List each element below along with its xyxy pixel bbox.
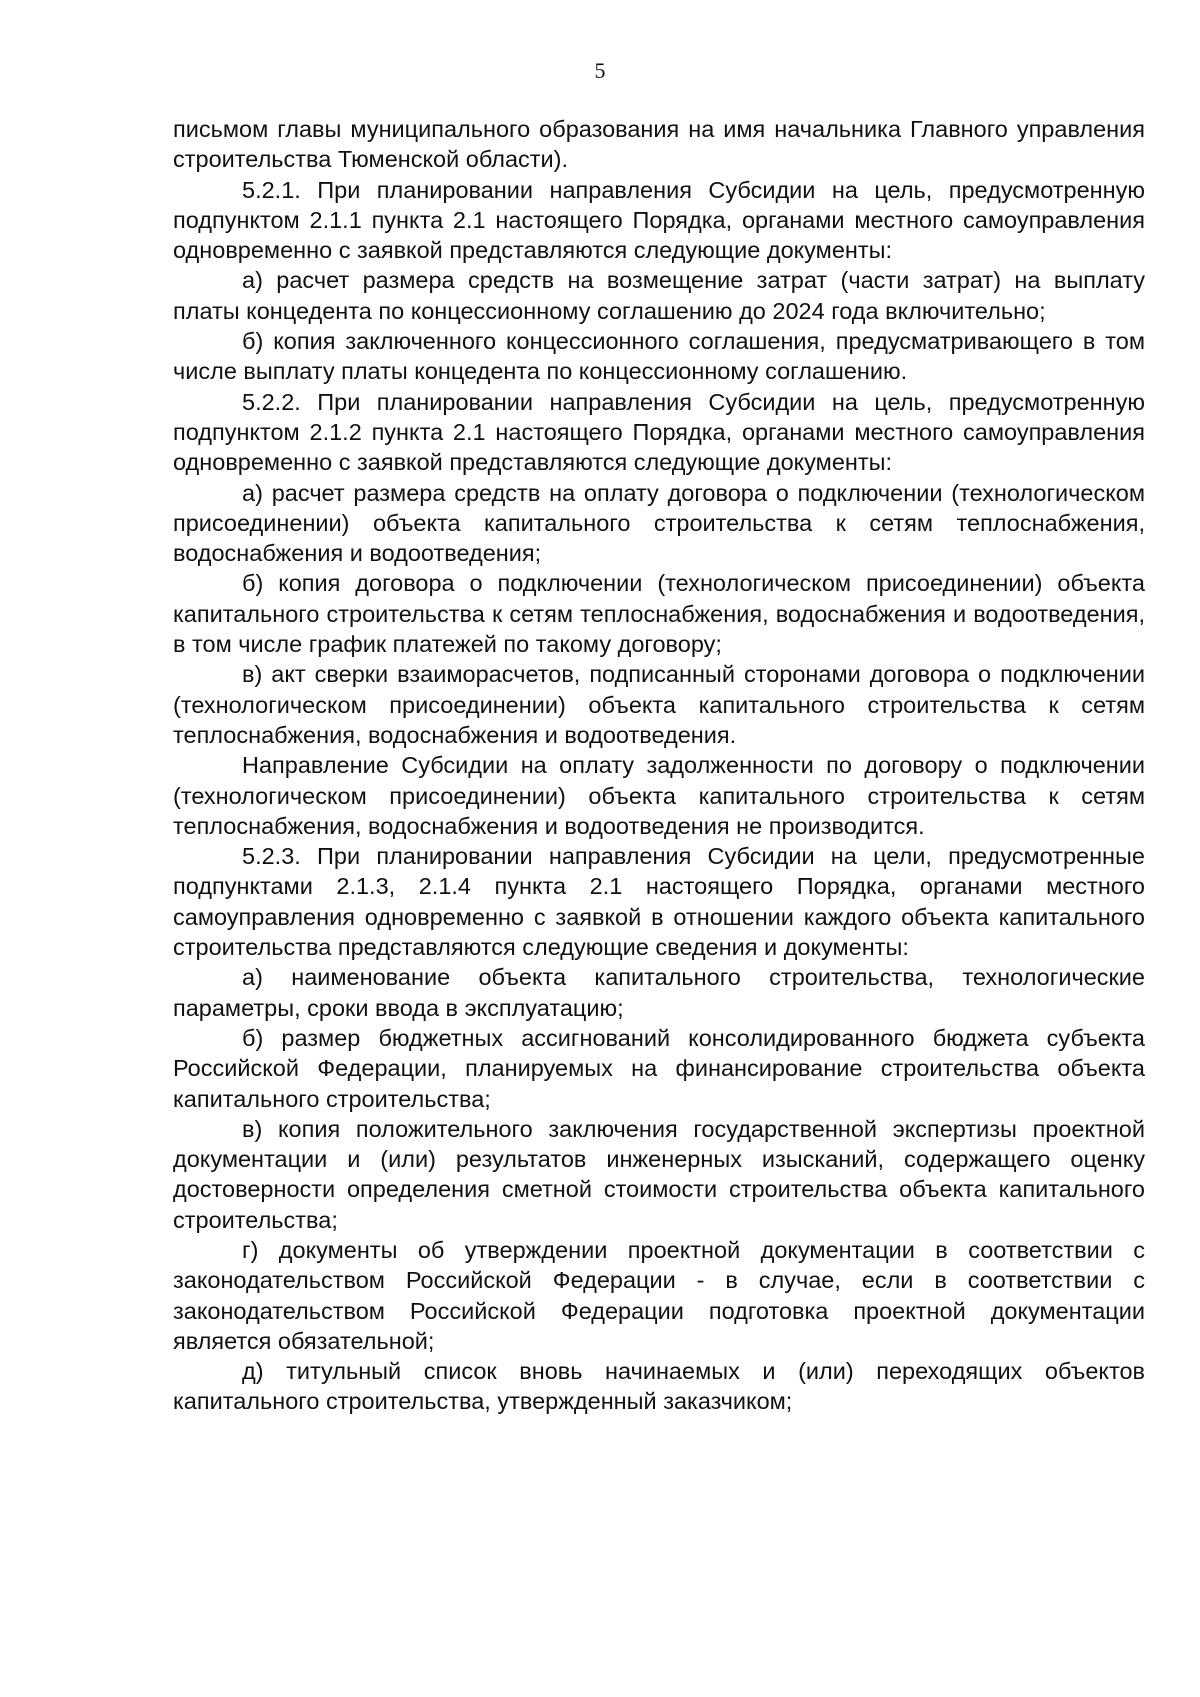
paragraph-5-2-3: 5.2.3. При планировании направления Субсидии на цели, предусмотренные подпунктами 2.1.3, 2.1.4 пункта 2.1 настоящего Порядка, органами местного самоуправления одновременно с заявкой в отношении каждого объекта капитального строительства представляются следующие сведения и документы: (173, 843, 1145, 961)
paragraph-5-2-1: 5.2.1. При планировании направления Субсидии на цель, предусмотренную подпунктом 2.1.1 пункта 2.1 настоящего Порядка, органами местного самоуправления одновременно с заявкой представляются следующие документы: (173, 176, 1145, 264)
paragraph-5-2-2-v: в) акт сверки взаиморасчетов, подписанный сторонами договора о подключении (технологическом присоединении) объекта капитального строительства к сетям теплоснабжения, водоснабжения и водоотведения. (173, 661, 1145, 748)
document-body (173, 114, 1145, 1417)
paragraph-5-2-1-a: а) расчет размера средств на возмещение затрат (части затрат) на выплату платы концедента по концессионному соглашению до 2024 года включительно; (173, 267, 1145, 324)
paragraph-5-2-1-b: б) копия заключенного концессионного соглашения, предусматривающего в том числе выплату платы концедента по концессионному соглашению. (173, 328, 1145, 385)
page-number: 5 (594, 58, 606, 83)
paragraph-5-2-3-b: б) размер бюджетных ассигнований консолидированного бюджета субъекта Российской Федерации, планируемых на финансирование строительства объекта капитального строительства; (173, 1024, 1145, 1112)
paragraph-5-2-2-a: а) расчет размера средств на оплату договора о подключении (технологическом присоединении) объекта капитального строительства к сетям теплоснабжения, водоснабжения и водоотведения; (173, 479, 1145, 567)
paragraph-5-2-3-a: а) наименование объекта капитального строительства, технологические параметры, сроки ввода в эксплуатацию; (173, 964, 1145, 1021)
paragraph-5-2-3-d: д) титульный список вновь начинаемых и (или) переходящих объектов капитального строительства, утвержденный заказчиком; (173, 1358, 1145, 1415)
paragraph-5-2-3-v: в) копия положительного заключения государственной экспертизы проектной документации и (или) результатов инженерных изысканий, содержащего оценку достоверности определения сметной стоимости строительства объекта капитального строительства; (173, 1115, 1145, 1233)
paragraph-5-2-2: 5.2.2. При планировании направления Субсидии на цель, предусмотренную подпунктом 2.1.2 пункта 2.1 настоящего Порядка, органами местного самоуправления одновременно с заявкой представляются следующие документы: (173, 388, 1145, 476)
paragraph-5-2-3-g: г) документы об утверждении проектной документации в соответствии с законодательством Российской Федерации - в случае, если в соответствии с законодательством Российской Федерации подготовка проектной документации является обязательной; (173, 1236, 1145, 1354)
paragraph-debt-note: Направление Субсидии на оплату задолженности по договору о подключении (технологическом присоединении) объекта капитального строительства к сетям теплоснабжения, водоснабжения и водоотведения не производится. (173, 752, 1145, 839)
paragraph-continuation: письмом главы муниципального образования на имя начальника Главного управления строительства Тюменской области). (173, 116, 1145, 173)
paragraph-5-2-2-b: б) копия договора о подключении (технологическом присоединении) объекта капитального строительства к сетям теплоснабжения, водоснабжения и водоотведения, в том числе график платежей по такому договору; (173, 570, 1145, 658)
